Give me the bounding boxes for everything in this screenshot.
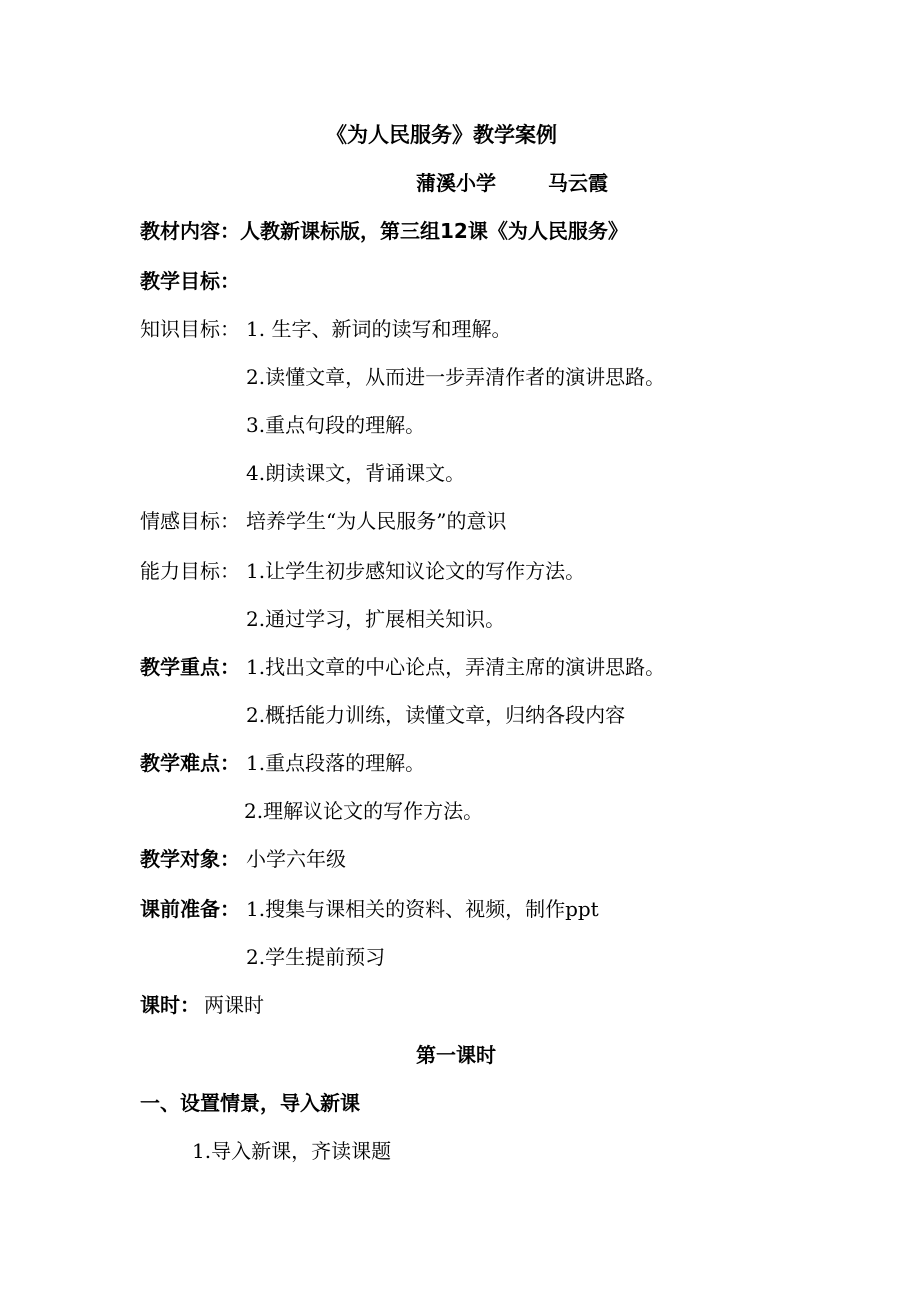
section-item: 1.导入新课，齐读课题 — [192, 1139, 392, 1163]
audience-value: 小学六年级 — [246, 847, 346, 871]
ability-item: 1.让学生初步感知议论文的写作方法。 — [246, 559, 586, 583]
audience-label: 教学对象： — [140, 847, 240, 871]
knowledge-label: 知识目标： — [140, 317, 240, 341]
key-points-item: 1.找出文章的中心论点，弄清主席的演讲思路。 — [246, 655, 666, 679]
author-school: 蒲溪小学 — [416, 171, 496, 195]
key-points-item: 2.概括能力训练，读懂文章，归纳各段内容 — [246, 703, 626, 727]
knowledge-item: 4.朗读课文，背诵课文。 — [246, 461, 466, 485]
content-label: 教材内容： — [140, 219, 240, 243]
preparation-item: 1.搜集与课相关的资料、视频，制作ppt — [246, 897, 599, 921]
difficulties-item: 1.重点段落的理解。 — [246, 751, 426, 775]
goals-heading: 教学目标： — [140, 269, 240, 293]
key-points-label: 教学重点： — [140, 655, 240, 679]
emotion-value: 培养学生“为人民服务”的意识 — [246, 509, 507, 533]
preparation-item: 2.学生提前预习 — [246, 945, 386, 969]
knowledge-item: 1. 生字、新词的读写和理解。 — [246, 317, 512, 341]
hours-value: 两课时 — [204, 993, 264, 1017]
section-heading: 一、设置情景，导入新课 — [140, 1091, 360, 1115]
knowledge-item: 2.读懂文章，从而进一步弄清作者的演讲思路。 — [246, 365, 666, 389]
author-name: 马云霞 — [548, 171, 608, 195]
ability-label: 能力目标： — [140, 559, 240, 583]
knowledge-item: 3.重点句段的理解。 — [246, 413, 426, 437]
hours-label: 课时： — [140, 993, 200, 1017]
content-value: 人教新课标版，第三组12课《为人民服务》 — [240, 219, 628, 243]
emotion-label: 情感目标： — [140, 509, 240, 533]
ability-item: 2.通过学习，扩展相关知识。 — [246, 607, 506, 631]
page-title: 《为人民服务》教学案例 — [326, 123, 557, 147]
preparation-label: 课前准备： — [140, 897, 240, 921]
difficulties-item: 2.理解议论文的写作方法。 — [244, 799, 484, 823]
lesson-heading: 第一课时 — [416, 1043, 496, 1067]
difficulties-label: 教学难点： — [140, 751, 240, 775]
